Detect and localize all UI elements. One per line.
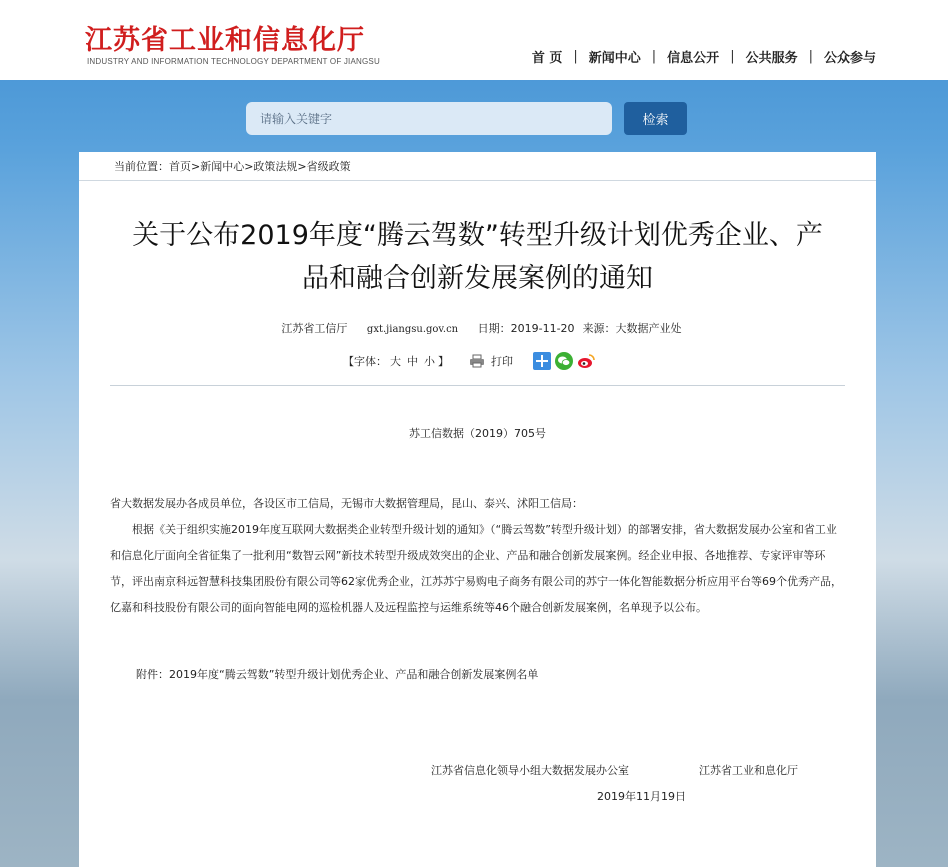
site-header [0,0,948,80]
printer-icon [469,354,485,368]
weibo-icon[interactable] [577,352,595,370]
article-title: 关于公布2019年度“腾云驾数”转型升级计划优秀企业、产品和融合创新发展案例的通知 [132,220,823,294]
font-size-label-open: 【字体： [343,355,387,368]
signer-department: 江苏省工业和息化厅 [699,764,798,777]
nav-separator: | [573,49,578,64]
main-nav [532,47,876,66]
print-label: 打印 [491,355,513,368]
wechat-icon[interactable] [555,352,573,370]
meta-divider [110,385,845,386]
meta-site: gxt.jiangsu.gov.cn [366,324,459,335]
search-button[interactable]: 检索 [624,102,687,135]
meta-source-org: 江苏省工信厅 [281,322,348,335]
font-size-large[interactable]: 大 [390,355,401,368]
signer-office: 江苏省信息化领导小组大数据发展办公室 [431,764,629,777]
font-size-small[interactable]: 小 [424,355,435,368]
print-button[interactable] [469,353,513,369]
article-panel [79,152,876,867]
nav-separator: | [808,49,813,64]
search-input[interactable] [246,102,612,135]
site-logo-title[interactable]: 江苏省工业和信息化厅 [85,25,365,56]
nav-item-home[interactable]: 首 页 [531,51,563,66]
share-bar [533,352,599,370]
signature-date: 2019年11月19日 [597,790,686,803]
nav-item-news[interactable]: 新闻中心 [588,51,641,66]
meta-date: 日期：2019-11-20 [477,322,575,335]
nav-item-participation[interactable]: 公众参与 [823,51,876,66]
breadcrumb[interactable]: 当前位置：首页>新闻中心>政策法规>省级政策 [114,160,351,173]
plus-share-icon[interactable] [533,352,551,370]
article-meta [79,320,876,336]
nav-separator: | [730,49,735,64]
body-paragraph: 根据《关于组织实施2019年度互联网大数据类企业转型升级计划的通知》（“腾云驾数”转型升级计划）的部署安排，省大数据发展办公室和省工业和信息化厅面向全省征集了一批利用“数智云网”新技术转型升级成效突出的企业、产品和融合创新发展案例。经企业申报、各地推荐、专家评审等环节，评出南京科远智慧科技集团股份有限公司等62家优秀企业，江苏苏宁易购电子商务有限公司的苏宁一体化智能数据分析应用平台等69个优秀产品，亿嘉和科技股份有限公司的面向智能电网的巡检机器人及远程监控与运维系统等46个融合创新发展案例，名单现予以公布。 [110,523,842,614]
article-body [110,491,845,621]
font-size-label-close: 】 [438,355,449,368]
salutation: 省大数据发展办各成员单位，各设区市工信局，无锡市大数据管理局，昆山、泰兴、沭阳工信局： [110,497,583,510]
nav-item-info-public[interactable]: 信息公开 [667,51,720,66]
meta-source: 来源：大数据产业处 [582,322,682,335]
site-logo-subtitle: INDUSTRY AND INFORMATION TECHNOLOGY DEPARTMENT OF JIANGSU [87,57,380,66]
font-size-medium[interactable]: 中 [407,355,418,368]
attachment-line[interactable]: 附件：2019年度“腾云驾数”转型升级计划优秀企业、产品和融合创新发展案例名单 [136,668,539,681]
nav-item-public-service[interactable]: 公共服务 [745,51,798,66]
nav-separator: | [651,49,657,64]
document-number: 苏工信数据（2019）705号 [409,427,546,440]
article-tools [343,352,599,370]
font-size-control [343,353,449,369]
breadcrumb-divider [79,180,876,181]
